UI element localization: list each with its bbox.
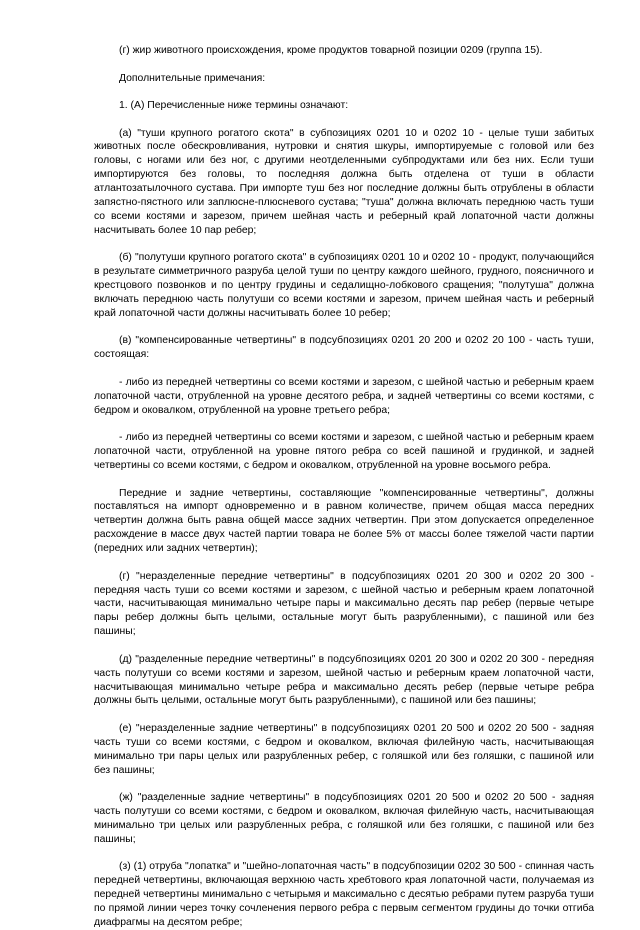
paragraph-term-d-separated-forequarters: (д) "разделенные передние четвертины" в подсубпозициях 0201 20 300 и 0202 20 300 - передняя часть полутуши со всеми костями и зарезом, шейной частью и реберным краем лопаточной части, насчитывающая минимально четыре ребра и максимально десять ребер (первые четыре ребра должны быть целыми, остальные могут быть разрубленными), с пашиной или без пашины; — [94, 653, 594, 707]
paragraph-option-tenth-rib: - либо из передней четвертины со всеми костями и зарезом, с шейной частью и реберным краем лопаточной части, отрубленной на уровне десятого ребра, и задней четвертины со всеми костями, с бедром и оковалком, отрубленной на уровне третьего ребра; — [94, 376, 594, 416]
paragraph-term-z-shoulder-cuts: (з) (1) отруба "лопатка" и "шейно-лопаточная часть" в подсубпозиции 0202 30 500 - спинная часть передней четвертины, включающая верхнюю часть хребтового края лопаточной части, получаемая из передней четвертины минимально с четырьмя и максимально с десятью ребрами путем разруба туши по прямой линии через точку сочленения первого ребра с первым сегментом грудины до точки отгиба диафрагмы на десятом ребре; — [94, 861, 594, 929]
paragraph-term-v-compensated-quarters: (в) "компенсированные четвертины" в подсубпозициях 0201 20 200 и 0202 20 100 - часть туши, состоящая: — [94, 335, 594, 361]
paragraph-additional-notes-heading: Дополнительные примечания: — [119, 72, 266, 84]
paragraph-fat-note: (г) жир животного происхождения, кроме продуктов товарной позиции 0209 (группа 15). — [119, 45, 543, 56]
paragraph-quarters-weight-rule: Передние и задние четвертины, составляющие "компенсированные четвертины", должны поставляться на импорт одновременно и в равном количестве, причем общая масса передних четвертин должна быть равна общей массе задних четвертин. При этом допускается определенное расхождение в массе двух частей партии товара не более 5% от массы более тяжелой части партии (передних или задних четвертин); — [94, 487, 594, 555]
paragraph-option-fifth-rib: - либо из передней четвертины со всеми костями и зарезом, с шейной частью и реберным краем лопаточной части, отрубленной на уровне пятого ребра со всей пашиной и грудинкой, и задней четвертины со всеми костями, с бедром и оковалком, отрубленной на уровне восьмого ребра. — [94, 432, 594, 471]
paragraph-term-e-unseparated-hindquarters: (е) "неразделенные задние четвертины" в подсубпозициях 0201 20 500 и 0202 20 500 - задняя часть туши со всеми костями, с бедром и оковалком, включая филейную часть, насчитывающая минимально три пары целых или разрубленных ребер, с голяшкой или без голяшки, с пашиной или без пашины; — [94, 722, 594, 776]
paragraph-term-g-unseparated-forequarters: (г) "неразделенные передние четвертины" в подсубпозициях 0201 20 300 и 0202 20 300 - передняя часть туши со всеми костями и зарезом, с шейной частью и реберным краем лопаточной части, насчитывающая минимально четыре пары и максимально десять пар ребер (первые четыре пары ребер должны быть целыми, остальные могут быть разрубленными), с пашиной или без пашины; — [94, 570, 594, 638]
document-page — [94, 44, 594, 930]
paragraph-term-zh-separated-hindquarters: (ж) "разделенные задние четвертины" в подсубпозициях 0201 20 500 и 0202 20 500 - задняя часть полутуши со всеми костями, с бедром и оковалком, включая филейную часть, насчитывающая минимально три целых или разрубленных ребра, с голяшкой или без голяшки, с пашиной или без пашины; — [94, 792, 594, 845]
paragraph-term-a-carcasses: (а) "туши крупного рогатого скота" в субпозициях 0201 10 и 0202 10 - целые туши забитых животных после обескровливания, нутровки и снятия шкуры, импортируемые с головой или без головы, с ногами или без ног, с другими неотделенными субпродуктами или без них. Если туши импортируются без головы, то последняя должна быть отделена от туши в области атлантозатылочного сустава. При импорте туш без ног последние должны быть отрублены в области запястно-пястного или заплюсне-плюсневого сустава; "туша" должна включать переднюю часть туши со всеми костями и зарезом, причем шейная часть и реберный край лопаточной части должны насчитывать более 10 пар ребер; — [94, 127, 594, 236]
paragraph-terms-intro: 1. (А) Перечисленные ниже термины означают: — [119, 100, 349, 111]
paragraph-term-b-half-carcasses: (б) "полутуши крупного рогатого скота" в субпозициях 0201 10 и 0202 10 - продукт, получающийся в результате симметричного разруба целой туши по центру каждого шейного, грудного, поясничного и крестцового позвонков и по центру грудины и седалищно-лобкового сращения; "полутуша" должна включать переднюю часть полутуши со всеми костями и зарезом, причем шейная часть и реберный край лопаточной части должны насчитывать более 10 ребер; — [94, 252, 594, 319]
